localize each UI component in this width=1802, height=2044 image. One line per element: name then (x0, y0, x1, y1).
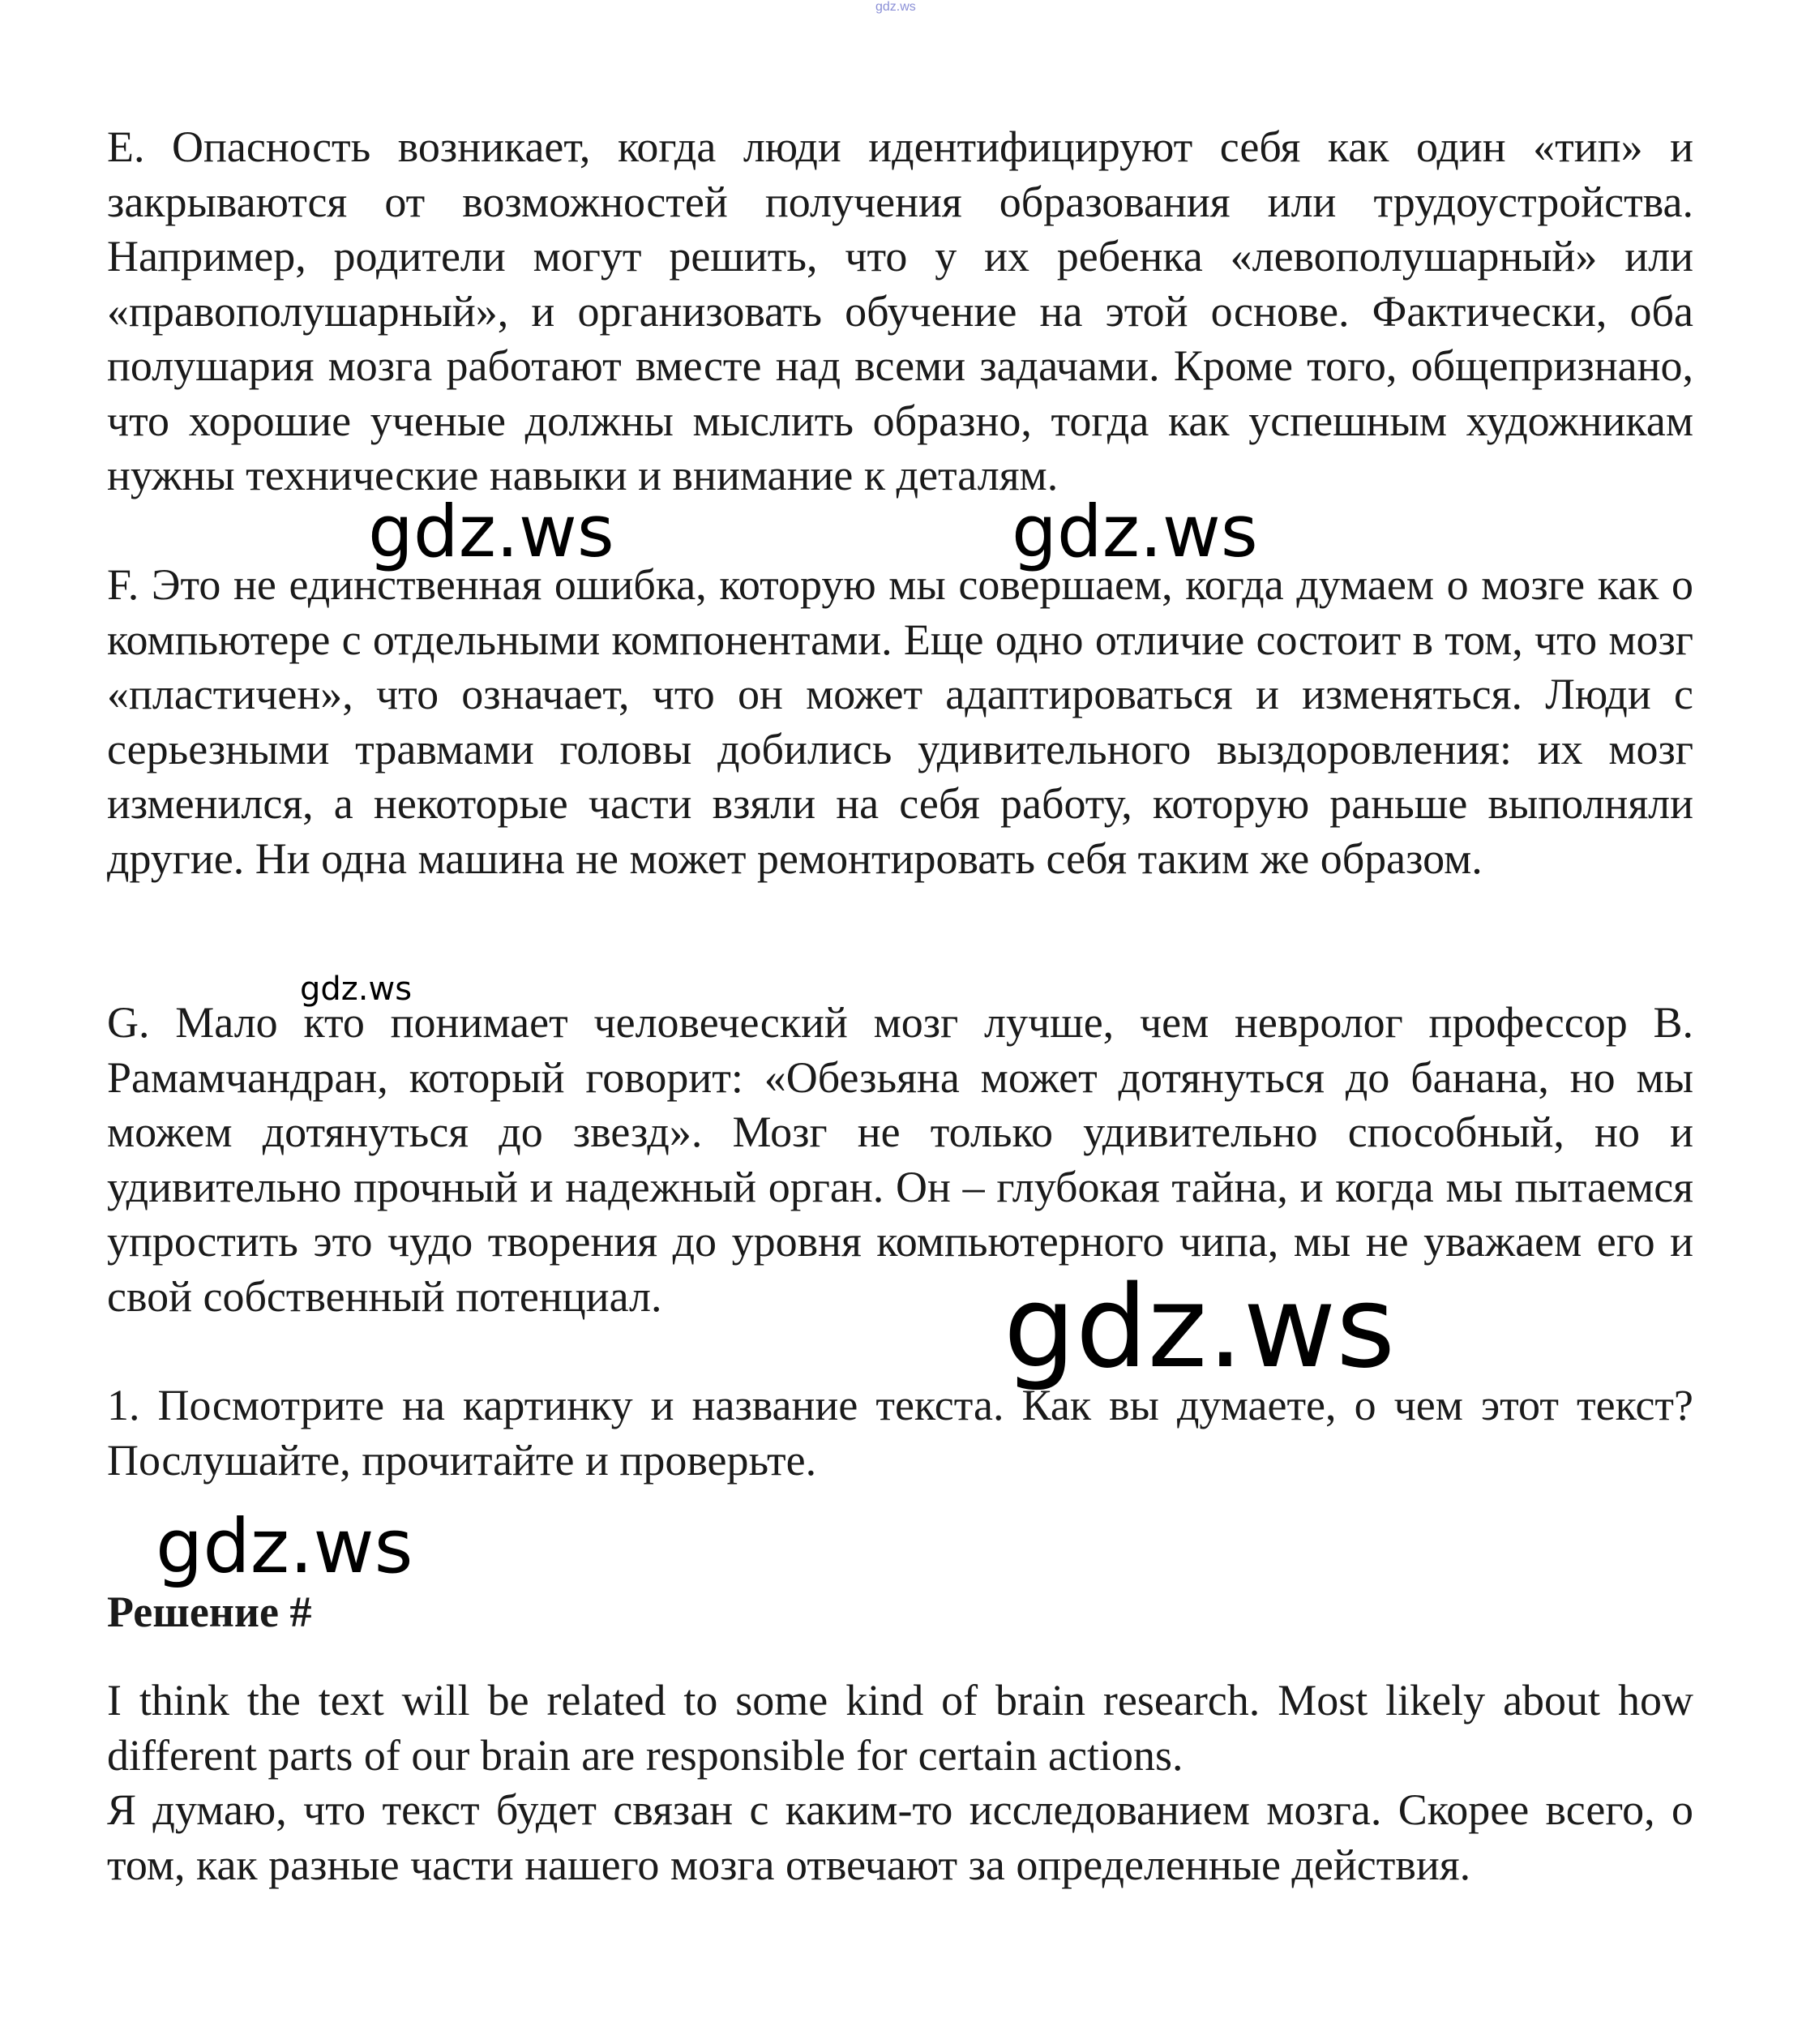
watermark: gdz.ws (368, 490, 614, 573)
solution-russian: Я думаю, что текст будет связан с каким-то исследованием мозга. Скорее всего, о том, как разные части нашего мозга отвечают за определенные действия. (107, 1785, 1693, 1889)
paragraph-e: E. Опасность возникает, когда люди идентифицируют себя как один «тип» и закрываются от возможностей получения образования или трудоустройства. Например, родители могут решить, что у их ребенка «левополушарный» или «правополушарный», и организовать обучение на этой основе. Фактически, оба полушария мозга работают вместе над всеми задачами. Кроме того, общепризнано, что хорошие ученые должны мыслить образно, тогда как успешным художникам нужны технические навыки и внимание к деталям. (107, 122, 1693, 499)
watermark: gdz.ws (1004, 1262, 1396, 1394)
watermark: gdz.ws (1012, 490, 1258, 573)
paragraph-g: G. Мало кто понимает человеческий мозг лучше, чем невролог профессор В. Рамамчандран, который говорит: «Обезьяна может дотянуться до банана, но мы можем дотянуться до звезд». Мозг не только удивительно способный, но и удивительно прочный и надежный орган. Он – глубокая тайна, и когда мы пытаемся упростить это чудо творения до уровня компьютерного чипа, мы не уважаем его и свой собственный потенциал. (107, 998, 1693, 1321)
watermark: gdz.ws (300, 971, 413, 1008)
paragraph-f: F. Это не единственная ошибка, которую мы совершаем, когда думаем о мозге как о компьютере с отдельными компонентами. Еще одно отличие состоит в том, что мозг «пластичен», что означает, что он может адаптироваться и изменяться. Люди с серьезными травмами головы добились удивительного выздоровления: их мозг изменился, а некоторые части взяли на себя работу, которую раньше выполняли другие. Ни одна машина не может ремонтировать себя таким же образом. (107, 560, 1693, 883)
watermark: gdz.ws (156, 1503, 413, 1590)
solution-heading: Решение # (107, 1588, 312, 1636)
task-question: 1. Посмотрите на картинку и название текста. Как вы думаете, о чем этот текст? Послушайте, прочитайте и проверьте. (107, 1381, 1693, 1485)
top-watermark: gdz.ws (875, 0, 916, 14)
solution-english: I think the text will be related to some kind of brain research. Most likely about how different parts of our brain are responsible for certain actions. (107, 1676, 1693, 1780)
